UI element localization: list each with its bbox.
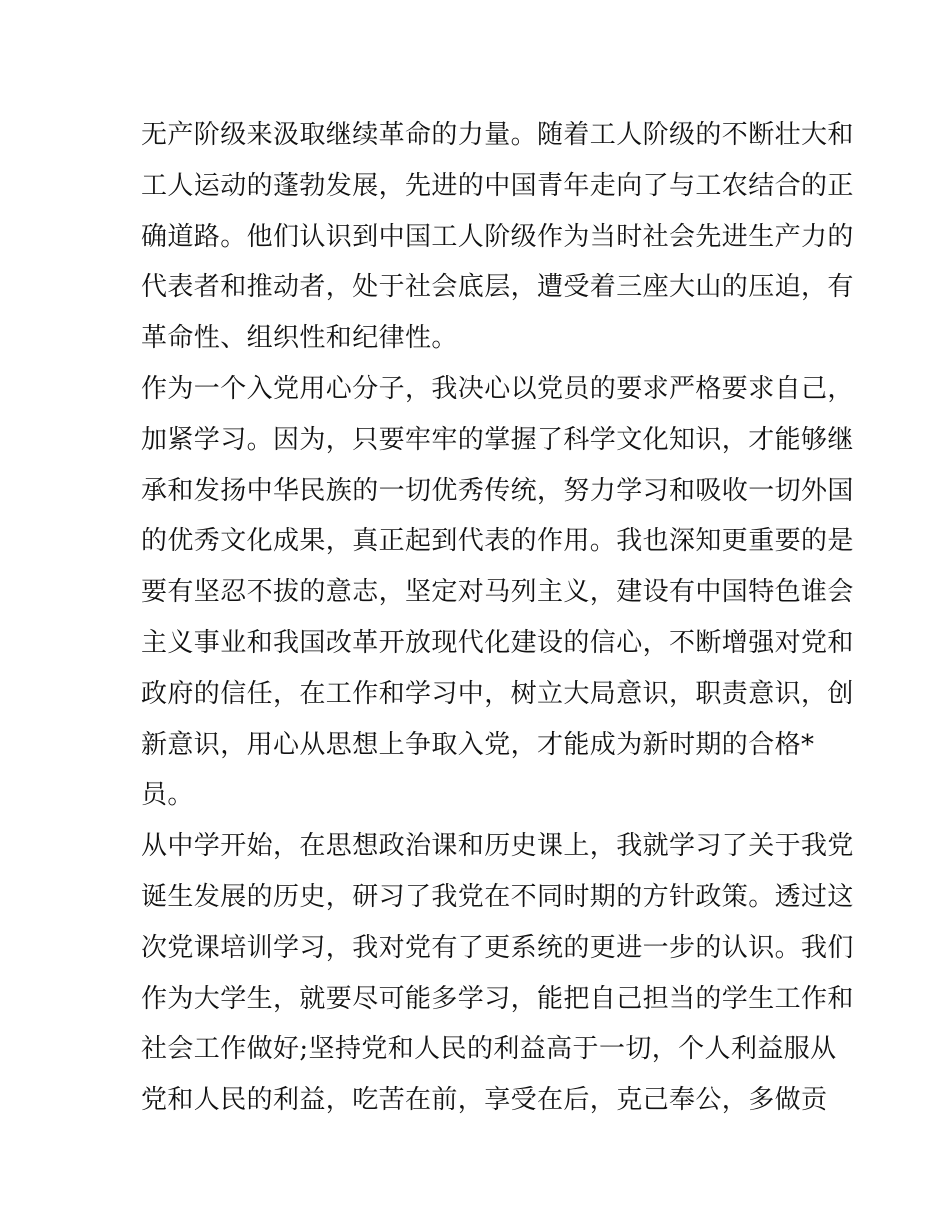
text-line: 从中学开始，在思想政治课和历史课上，我就学习了关于我党 xyxy=(141,831,854,862)
text-line: 要有坚忍不拔的意志，坚定对马列主义，建设有中国特色谁会 xyxy=(141,577,854,608)
text-line: 作为一个入党用心分子，我决心以党员的要求严格要求自己， xyxy=(141,373,854,404)
text-line: 作为大学生，就要尽可能多学习，能把自己担当的学生工作和 xyxy=(141,983,854,1014)
text-line: 确道路。他们认识到中国工人阶级作为当时社会先进生产力的 xyxy=(141,221,854,252)
text-line: 承和发扬中华民族的一切优秀传统，努力学习和吸收一切外国 xyxy=(141,475,854,506)
text-line: 员。 xyxy=(141,780,194,811)
text-line: 社会工作做好;坚持党和人民的利益高于一切，个人利益服从 xyxy=(141,1034,837,1065)
text-line: 党和人民的利益，吃苦在前，享受在后，克己奉公，多做贡 xyxy=(141,1085,828,1116)
text-line: 工人运动的蓬勃发展，先进的中国青年走向了与工农结合的正 xyxy=(141,170,854,201)
body-text xyxy=(141,110,854,1126)
text-line: 新意识，用心从思想上争取入党，才能成为新时期的合格* xyxy=(141,729,815,760)
text-line: 政府的信任，在工作和学习中，树立大局意识，职责意识，创 xyxy=(141,678,854,709)
text-line: 代表者和推动者，处于社会底层，遭受着三座大山的压迫，有 xyxy=(141,272,854,303)
text-line: 革命性、组织性和纪律性。 xyxy=(141,323,458,354)
text-line: 次党课培训学习，我对党有了更系统的更进一步的认识。我们 xyxy=(141,932,854,963)
text-line: 诞生发展的历史，研习了我党在不同时期的方针政策。透过这 xyxy=(141,881,854,912)
text-line: 无产阶级来汲取继续革命的力量。随着工人阶级的不断壮大和 xyxy=(141,120,854,150)
text-line: 主义事业和我国改革开放现代化建设的信心，不断增强对党和 xyxy=(141,627,854,658)
text-line: 的优秀文化成果，真正起到代表的作用。我也深知更重要的是 xyxy=(141,526,854,557)
text-line: 加紧学习。因为，只要牢牢的掌握了科学文化知识，才能够继 xyxy=(141,424,854,455)
